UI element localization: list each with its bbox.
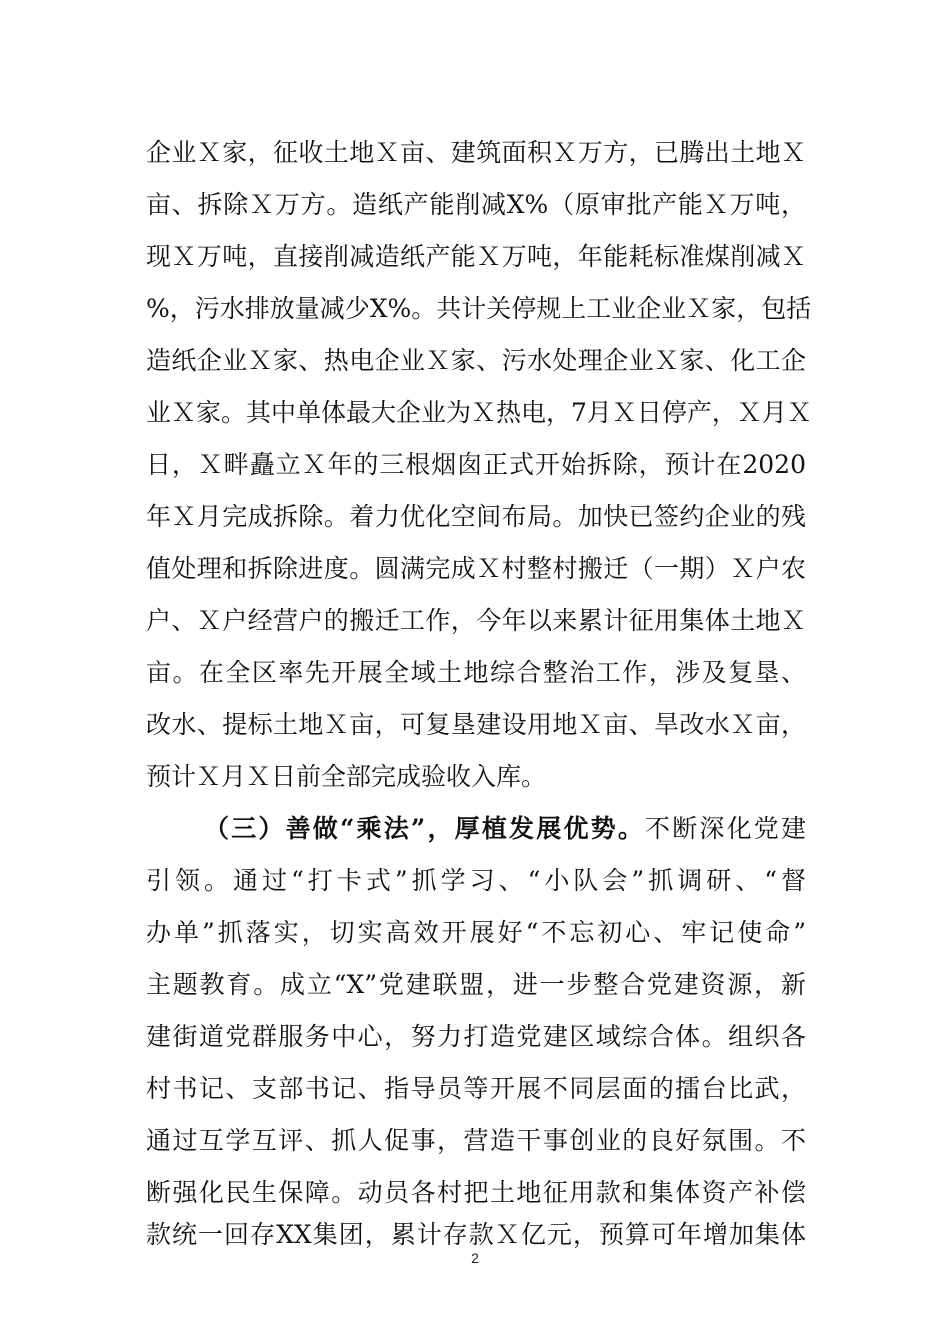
text-line: 亩、拆除Ｘ万方。造纸产能削减X%（原审批产能Ｘ万吨， [146, 190, 806, 219]
text-line: 年Ｘ月完成拆除。着力优化空间布局。加快已签约企业的残 [146, 502, 806, 531]
heading-line-rest: 不断深化党建 [645, 814, 806, 843]
text-line: 户、Ｘ户经营户的搬迁工作，今年以来累计征用集体土地Ｘ [146, 606, 806, 635]
text-line: %，污水排放量减少X%。共计关停规上工业企业Ｘ家，包括 [146, 294, 812, 323]
text-line: 主题教育。成立“X”党建联盟，进一步整合党建资源，新 [146, 970, 806, 999]
section-heading: （三）善做“乘法”，厚植发展优势。 [204, 814, 646, 843]
section-heading-line [204, 809, 806, 849]
text-line: 改水、提标土地Ｘ亩，可复垦建设用地Ｘ亩、旱改水Ｘ亩， [146, 710, 806, 739]
text-line: 办单”抓落实，切实高效开展好“不忘初心、牢记使命” [146, 918, 806, 947]
text-line: 村书记、支部书记、指导员等开展不同层面的擂台比武， [146, 1074, 806, 1103]
text-line: 日，Ｘ畔矗立Ｘ年的三根烟囱正式开始拆除，预计在2020 [146, 450, 806, 479]
text-line: 造纸企业Ｘ家、热电企业Ｘ家、污水处理企业Ｘ家、化工企 [146, 346, 806, 375]
text-line: 亩。在全区率先开展全域土地综合整治工作，涉及复垦、 [146, 658, 806, 687]
text-line: 值处理和拆除进度。圆满完成Ｘ村整村搬迁（一期）Ｘ户农 [146, 554, 806, 583]
text-line: 引领。通过“打卡式”抓学习、“小队会”抓调研、“督 [146, 866, 806, 895]
text-line: 现Ｘ万吨，直接削减造纸产能Ｘ万吨，年能耗标准煤削减Ｘ [146, 242, 806, 271]
page-number: 2 [471, 1250, 479, 1266]
text-line: 企业Ｘ家，征收土地Ｘ亩、建筑面积Ｘ万方，已腾出土地Ｘ [146, 138, 806, 167]
text-line: 款统一回存XX集团，累计存款Ｘ亿元，预算可年增加集体 [146, 1220, 806, 1249]
text-line: 预计Ｘ月Ｘ日前全部完成验收入库。 [146, 762, 547, 791]
text-line: 业Ｘ家。其中单体最大企业为Ｘ热电，7月Ｘ日停产，Ｘ月Ｘ [146, 398, 812, 427]
text-line: 建街道党群服务中心，努力打造党建区域综合体。组织各 [146, 1022, 806, 1051]
text-line: 通过互学互评、抓人促事，营造干事创业的良好氛围。不 [146, 1126, 806, 1155]
text-line: 断强化民生保障。动员各村把土地征用款和集体资产补偿 [146, 1178, 806, 1207]
